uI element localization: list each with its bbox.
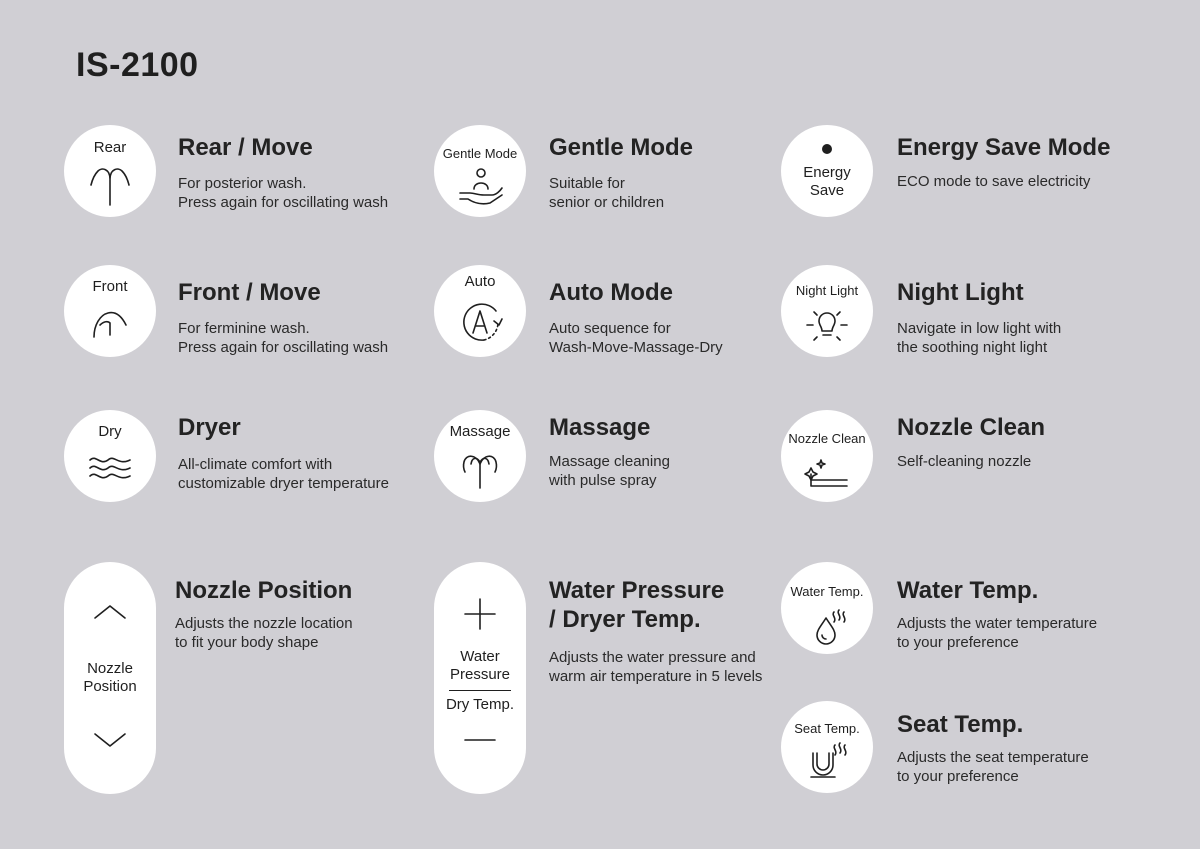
energy-save-title: Energy Save Mode [897, 134, 1111, 161]
pressure-label-1: Water [460, 648, 500, 665]
bulb-icon [781, 265, 873, 357]
dryer-wave-icon [64, 410, 156, 502]
front-desc: For ferminine wash. Press again for oscillating wash [178, 320, 389, 356]
water-temp-title: Water Temp. [897, 577, 1039, 604]
front-button[interactable] [64, 265, 156, 357]
water-drop-heat-icon [781, 562, 873, 654]
nozzle-position-control [64, 562, 156, 794]
water-temp-desc: Adjusts the water temperature to your preference [897, 615, 1098, 651]
seat-temp-title: Seat Temp. [897, 711, 1024, 738]
night-light-label: Night Light [795, 283, 859, 298]
rear-button[interactable] [64, 125, 156, 217]
front-spray-icon [64, 265, 156, 357]
auto-mode-title: Auto Mode [549, 279, 673, 306]
gentle-mode-title: Gentle Mode [549, 134, 694, 161]
auto-mode-label: Auto [464, 273, 496, 290]
nozzle-clean-title: Nozzle Clean [897, 414, 1046, 441]
night-light-desc: Navigate in low light with the soothing night light [897, 320, 1062, 356]
water-temp-label: Water Temp. [790, 584, 864, 599]
energy-save-label-1: Energy [803, 164, 851, 181]
night-light-button[interactable] [781, 265, 873, 357]
nozzle-clean-button[interactable] [781, 410, 873, 502]
nozzle-clean-desc: Self-cleaning nozzle [897, 453, 1032, 470]
auto-mode-button[interactable] [434, 265, 526, 357]
sparkle-nozzle-icon [781, 410, 873, 502]
nozzle-position-label-1: Nozzle [87, 660, 133, 677]
pressure-control [434, 562, 526, 794]
massage-desc: Massage cleaning with pulse spray [549, 453, 670, 489]
gentle-mode-label: Gentle Mode [442, 146, 518, 161]
dryer-button[interactable] [64, 410, 156, 502]
seat-temp-desc: Adjusts the seat temperature to your preference [897, 749, 1089, 785]
pressure-desc: Adjusts the water pressure and warm air temperature in 5 levels [549, 649, 763, 685]
front-title: Front / Move [178, 279, 321, 306]
massage-title: Massage [549, 414, 651, 441]
dryer-title: Dryer [178, 414, 241, 441]
dryer-button-label: Dry [98, 423, 122, 440]
minus-icon[interactable] [434, 720, 526, 760]
energy-save-button[interactable] [781, 125, 873, 217]
rear-desc: For posterior wash. Press again for oscillating wash [178, 175, 389, 211]
nozzle-position-desc: Adjusts the nozzle location to fit your body shape [175, 615, 353, 651]
massage-button[interactable] [434, 410, 526, 502]
pressure-label-2: Pressure [449, 666, 511, 683]
rear-button-label: Rear [93, 139, 127, 156]
pressure-label-3: Dry Temp. [445, 696, 515, 713]
nozzle-clean-label: Nozzle Clean [788, 431, 866, 446]
rear-title: Rear / Move [178, 134, 313, 161]
night-light-title: Night Light [897, 279, 1024, 306]
fountain-icon [434, 410, 526, 502]
auto-mode-desc: Auto sequence for Wash-Move-Massage-Dry [549, 320, 723, 356]
seat-heat-icon [781, 701, 873, 793]
gentle-mode-desc: Suitable for senior or children [549, 175, 665, 211]
pressure-title-1: Water Pressure [549, 577, 725, 604]
hand-person-icon [434, 125, 526, 217]
seat-temp-button[interactable] [781, 701, 873, 793]
rear-spray-icon [64, 125, 156, 217]
nozzle-position-label-2: Position [83, 678, 137, 695]
nozzle-position-title: Nozzle Position [175, 577, 353, 604]
water-temp-button[interactable] [781, 562, 873, 654]
model-title: IS-2100 [76, 46, 199, 84]
auto-cycle-icon [434, 265, 526, 357]
energy-save-label-2: Save [809, 182, 845, 199]
energy-save-desc: ECO mode to save electricity [897, 173, 1091, 190]
front-button-label: Front [92, 278, 128, 295]
pressure-divider [449, 690, 511, 691]
gentle-mode-button[interactable] [434, 125, 526, 217]
chevron-up-icon[interactable] [64, 592, 156, 632]
dryer-desc: All-climate comfort with customizable dryer temperature [178, 456, 389, 492]
chevron-down-icon[interactable] [64, 722, 156, 762]
pressure-title-2: / Dryer Temp. [549, 606, 701, 633]
massage-label: Massage [449, 423, 511, 440]
plus-icon[interactable] [434, 594, 526, 634]
seat-temp-label: Seat Temp. [794, 721, 860, 736]
